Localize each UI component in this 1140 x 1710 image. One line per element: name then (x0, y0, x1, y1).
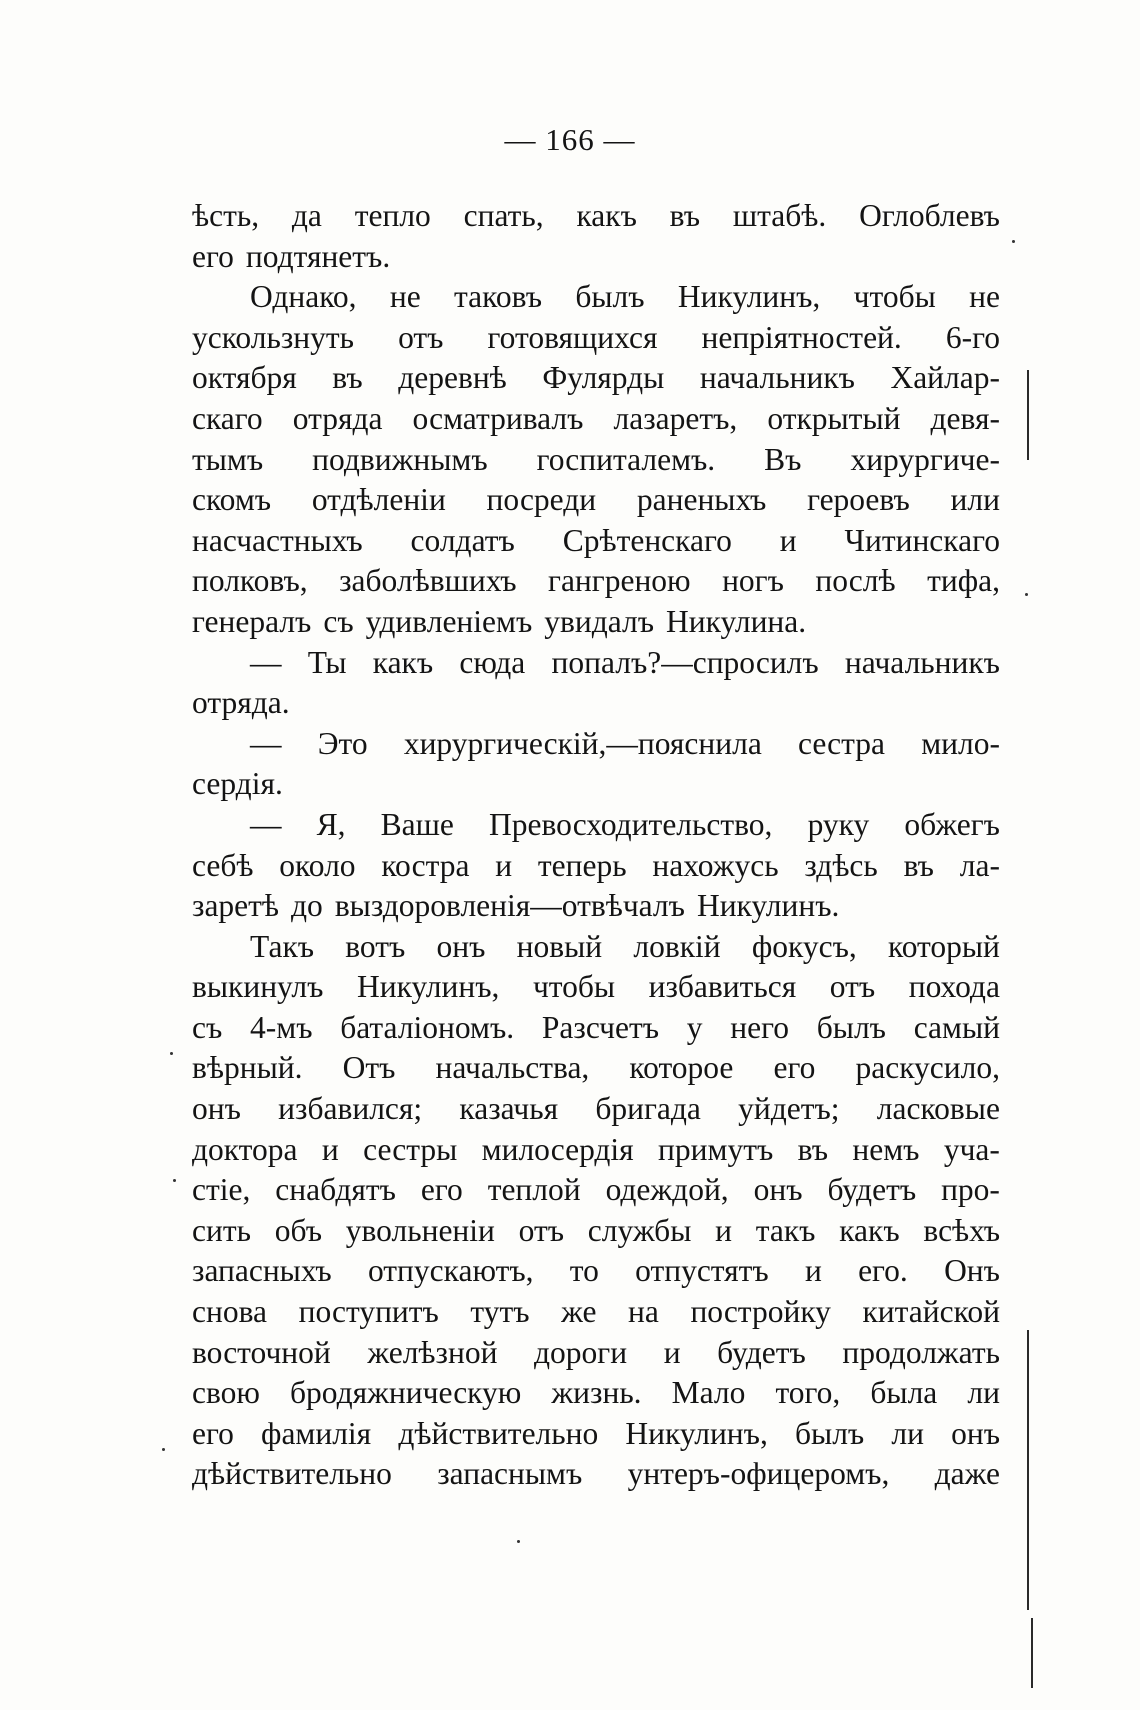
word: такъ (755, 1212, 816, 1248)
word: ловкій (633, 928, 721, 964)
text-line (192, 237, 1000, 278)
word: Такъ (250, 928, 315, 964)
word: и (321, 1131, 339, 1167)
text-line (192, 927, 1000, 968)
word: его. (858, 1253, 908, 1289)
word: начальникъ (699, 360, 855, 396)
word: былъ (795, 1415, 865, 1451)
word: то (569, 1253, 599, 1289)
word: лазаретъ, (613, 400, 738, 436)
word: солдатъ (410, 522, 515, 558)
word: сердія. (192, 766, 283, 802)
word: Никулинъ. (696, 888, 840, 924)
text-line (192, 1414, 1000, 1455)
word: унтеръ-офицеромъ, (627, 1456, 890, 1492)
word: мило- (921, 725, 1000, 761)
word: ласковые (876, 1091, 1000, 1127)
text-line (192, 602, 1000, 643)
word: увидалъ (544, 603, 655, 639)
word: костра (381, 847, 470, 883)
word: и (495, 847, 513, 883)
word: въ (669, 198, 701, 233)
word: скаго (192, 400, 263, 436)
word: былъ (575, 279, 645, 315)
word: запаснымъ (437, 1456, 583, 1492)
word: Разсчетъ (541, 1009, 660, 1045)
word: снова (192, 1294, 268, 1330)
word: въ (332, 360, 363, 396)
word: какъ (839, 1212, 900, 1248)
text-line (192, 196, 1000, 237)
word: удивленіемъ (365, 603, 533, 639)
scan-edge-mark (1027, 1330, 1029, 1610)
word: новый (516, 928, 603, 964)
word: нахожусь (652, 847, 779, 883)
word: его (773, 1050, 816, 1086)
word: чтобы (532, 969, 616, 1005)
word: того, (775, 1375, 841, 1411)
text-line (192, 399, 1000, 440)
word: же (561, 1294, 597, 1330)
word: или (950, 482, 1000, 518)
word: его (420, 1172, 463, 1208)
word: избавиться (648, 969, 797, 1005)
word: него (730, 1009, 790, 1045)
word: съ (323, 603, 354, 639)
word: генералъ (192, 603, 312, 639)
word: раненыхъ (636, 482, 767, 518)
word: заретѣ (192, 888, 280, 924)
word: подтянетъ. (245, 238, 391, 274)
word: немъ (852, 1131, 920, 1167)
word: милосердія (481, 1131, 634, 1167)
word: какъ (372, 644, 434, 680)
word: одеждой, (605, 1172, 729, 1208)
text-line (192, 521, 1000, 562)
word: который (888, 928, 1000, 964)
word: продолжать (842, 1334, 1000, 1370)
word: Фулярды (542, 360, 665, 396)
word: ногъ (722, 563, 784, 599)
word: скомъ (192, 482, 272, 518)
word: чтобы (853, 279, 936, 315)
word: съ (192, 1009, 223, 1045)
word: героевъ (807, 482, 910, 518)
word: отдѣленіи (311, 482, 446, 518)
word: Ваше (380, 806, 454, 842)
word: хирургиче- (850, 441, 1000, 477)
word: сюда (459, 644, 526, 680)
word: примутъ (658, 1131, 774, 1167)
word: насчастныхъ (192, 522, 363, 558)
word: вотъ (345, 928, 406, 964)
word: штабѣ. (732, 198, 827, 233)
word: вѣрный. (192, 1050, 303, 1086)
word: отряда. (192, 685, 290, 721)
word: тутъ (470, 1294, 530, 1330)
word: китайской (862, 1294, 1000, 1330)
scan-speck (1025, 593, 1028, 596)
text-line (192, 724, 1000, 765)
word: теперь (537, 847, 627, 883)
word: заболѣвшихъ (339, 563, 517, 599)
text-line (192, 1454, 1000, 1495)
text-line (192, 440, 1000, 481)
word: тымъ (192, 441, 264, 477)
word: отъ (398, 319, 444, 355)
text-line (192, 480, 1000, 521)
word: бродяжническую (289, 1375, 522, 1411)
word: и (779, 522, 797, 558)
text-line (192, 1211, 1000, 1252)
text-line (192, 1373, 1000, 1414)
word: — (250, 725, 282, 761)
text-line (192, 1251, 1000, 1292)
word: увольненіи (345, 1212, 495, 1248)
word: дѣйствительно (398, 1415, 599, 1451)
word: сить (192, 1212, 251, 1248)
word: около (279, 847, 356, 883)
word: которое (629, 1050, 734, 1086)
word: желѣзной (367, 1334, 498, 1370)
word: отряда (292, 400, 383, 436)
word: жизнь. (551, 1375, 642, 1411)
word: Никулинъ, (356, 969, 500, 1005)
word: Никулинъ, (677, 279, 821, 315)
word: Превосходительство, (489, 806, 773, 842)
word: фамилія (261, 1415, 372, 1451)
text-line (192, 1008, 1000, 1049)
word: отпускаютъ, (367, 1253, 534, 1289)
scan-speck (1012, 240, 1015, 243)
word: даже (934, 1456, 1000, 1492)
word: здѣсь (804, 847, 878, 883)
text-line (192, 846, 1000, 887)
text-line (192, 1089, 1000, 1130)
word: свою (192, 1375, 260, 1411)
word: постройку (690, 1294, 831, 1330)
word: раскусило, (855, 1050, 1000, 1086)
text-line (192, 277, 1000, 318)
scan-speck (162, 1448, 165, 1451)
word: отъ (518, 1212, 565, 1248)
word: Это (317, 725, 368, 761)
word: госпиталемъ. (536, 441, 716, 477)
text-line (192, 1333, 1000, 1374)
word: казачья (459, 1091, 559, 1127)
word: тифа, (927, 563, 1000, 599)
word: Оглоблевъ (859, 198, 1000, 233)
word: Никулинъ, (625, 1415, 768, 1451)
word: непріятностей. (701, 319, 902, 355)
word: будетъ (717, 1334, 806, 1370)
word: гангреною (548, 563, 691, 599)
word: девя- (930, 400, 1000, 436)
word: Въ (764, 441, 802, 477)
text-line (192, 1170, 1000, 1211)
word: Я, (316, 806, 346, 842)
word: ли (891, 1415, 924, 1451)
scan-speck (173, 1179, 176, 1182)
word: онъ (436, 928, 486, 964)
word: открытый (767, 400, 901, 436)
scan-edge-mark (1031, 1618, 1033, 1688)
word: начальства, (435, 1050, 590, 1086)
word: похода (908, 969, 1000, 1005)
text-line (192, 764, 1000, 805)
word: ла- (959, 847, 1000, 883)
word: 6-го (945, 319, 1000, 355)
word: будетъ (827, 1172, 917, 1208)
text-line (192, 886, 1000, 927)
text-line (192, 1292, 1000, 1333)
word: у (686, 1009, 703, 1045)
word: отъ (829, 969, 876, 1005)
text-line (192, 358, 1000, 399)
word: не (969, 279, 1000, 315)
word: руку (807, 806, 870, 842)
word: бригада (595, 1091, 701, 1127)
text-line (192, 561, 1000, 602)
word: и (804, 1253, 822, 1289)
word: Хайлар- (890, 360, 1000, 396)
word: подвижнымъ (312, 441, 488, 477)
word: себѣ (192, 847, 254, 883)
word: уча- (943, 1131, 1000, 1167)
word: и (663, 1334, 681, 1370)
word: не (389, 279, 421, 315)
word: готовящихся (487, 319, 658, 355)
word: — (250, 806, 282, 842)
word: до (291, 888, 323, 924)
word: начальникъ (844, 644, 1000, 680)
word: Мало (671, 1375, 746, 1411)
word: баталіономъ. (340, 1009, 515, 1045)
word: въ (903, 847, 934, 883)
word: отпустятъ (635, 1253, 769, 1289)
word: — (250, 644, 282, 680)
word: запасныхъ (192, 1253, 332, 1289)
word: самый (913, 1009, 1000, 1045)
word: всѣхъ (923, 1212, 1000, 1248)
word: его (192, 238, 234, 274)
word: и (715, 1212, 732, 1248)
text-line (192, 805, 1000, 846)
word: ли (967, 1375, 1000, 1411)
word: Никулина. (666, 603, 807, 639)
word: да (291, 198, 322, 233)
word: дѣйствительно (192, 1456, 392, 1492)
word: избавился; (278, 1091, 423, 1127)
word: таковъ (454, 279, 542, 315)
page-number: — 166 — (504, 122, 636, 157)
word: обжегъ (904, 806, 1000, 842)
scan-edge-mark (1027, 370, 1029, 460)
word: сестры (363, 1131, 458, 1167)
word: фокусъ, (751, 928, 857, 964)
word: 4-мъ (250, 1009, 313, 1045)
word: Отъ (342, 1050, 396, 1086)
word: ускользнуть (192, 319, 355, 355)
word: спать, (463, 198, 544, 233)
text-line (192, 1130, 1000, 1171)
word: какъ (576, 198, 637, 233)
word: службы (587, 1212, 692, 1248)
word: сестра (798, 725, 886, 761)
word: уйдетъ; (738, 1091, 840, 1127)
word: его (192, 1415, 234, 1451)
word: выкинулъ (192, 969, 324, 1005)
word: послѣ (815, 563, 896, 599)
word: про- (941, 1172, 1000, 1208)
word: теплой (487, 1172, 581, 1208)
word: ѣсть, (192, 198, 260, 233)
word: посреди (486, 482, 597, 518)
word: доктора (192, 1131, 298, 1167)
word: онъ (192, 1091, 241, 1127)
word: объ (274, 1212, 323, 1248)
word: тепло (354, 198, 431, 233)
word: снабдятъ (275, 1172, 396, 1208)
word: была (870, 1375, 938, 1411)
text-line (192, 683, 1000, 724)
word: Читинскаго (844, 522, 1000, 558)
word: Онъ (944, 1253, 1000, 1289)
scan-speck (170, 1052, 173, 1055)
word: въ (797, 1131, 829, 1167)
word: онъ (753, 1172, 803, 1208)
body-text (192, 196, 1000, 1495)
word: полковъ, (192, 563, 308, 599)
word: попалъ?—спросилъ (551, 644, 819, 680)
word: дороги (534, 1334, 628, 1370)
word: хирургическій,—пояснила (403, 725, 762, 761)
word: восточной (192, 1334, 331, 1370)
text-line (192, 1048, 1000, 1089)
word: былъ (816, 1009, 886, 1045)
word: выздоровленія—отвѣчалъ (334, 888, 685, 924)
scan-speck (517, 1540, 520, 1543)
word: стіе, (192, 1172, 251, 1208)
word: поступитъ (298, 1294, 439, 1330)
text-line (192, 318, 1000, 359)
word: Срѣтенскаго (562, 522, 732, 558)
word: на (628, 1294, 659, 1330)
text-line (192, 643, 1000, 684)
word: Ты (307, 644, 347, 680)
word: деревнѣ (398, 360, 507, 396)
word: осматривалъ (412, 400, 584, 436)
text-line (192, 967, 1000, 1008)
word: октября (192, 360, 297, 396)
word: онъ (951, 1415, 1000, 1451)
word: Однако, (250, 279, 357, 315)
